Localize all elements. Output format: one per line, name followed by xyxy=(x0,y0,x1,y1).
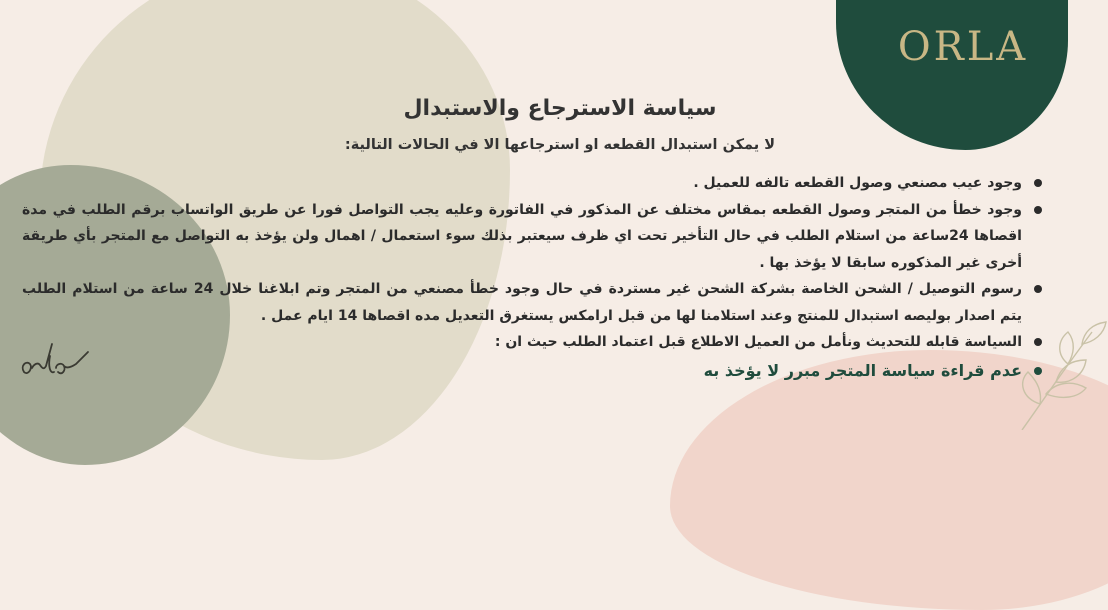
policy-item: وجود خطأ من المتجر وصول القطعه بمقاس مختلف عن المذكور في الفاتورة وعليه يجب التواصل فورا عن طريق الواتساب برقم الطلب في مدة اقصاها 24ساعة من استلام الطلب في حال التأخير تحت اي ظرف سيعتبر بذلك سوء استعمال / اهمال ولن يؤخذ به التواصل مع المتجر بأي طريقة أخرى غير المذكوره سابقا لا يؤخذ بها . xyxy=(22,197,1046,277)
policy-item: السياسة قابله للتحديث ونأمل من العميل الاطلاع قبل اعتماد الطلب حيث ان : xyxy=(22,329,1046,356)
policy-list xyxy=(22,170,1046,384)
policy-subtitle: لا يمكن استبدال القطعه او استرجاعها الا في الحالات التالية: xyxy=(344,137,776,153)
page-title: سياسة الاسترجاع والاستبدال xyxy=(403,96,717,121)
policy-item: وجود عيب مصنعي وصول القطعه تالفه للعميل . xyxy=(22,170,1046,197)
brand-logo: ORLA xyxy=(897,24,1029,70)
policy-item-highlight: عدم قراءة سياسة المتجر مبرر لا يؤخذ به xyxy=(22,358,1046,385)
policy-item: رسوم التوصيل / الشحن الخاصة بشركة الشحن غير مستردة في حال وجود خطأ مصنعي من المتجر وتم ابلاغنا خلال 24 ساعة من استلام الطلب يتم اصدار بوليصه استبدال للمنتج وعند استلامنا لها من قبل ارامكس يستغرق التعديل مده اقصاها 14 ايام عمل . xyxy=(22,276,1046,329)
